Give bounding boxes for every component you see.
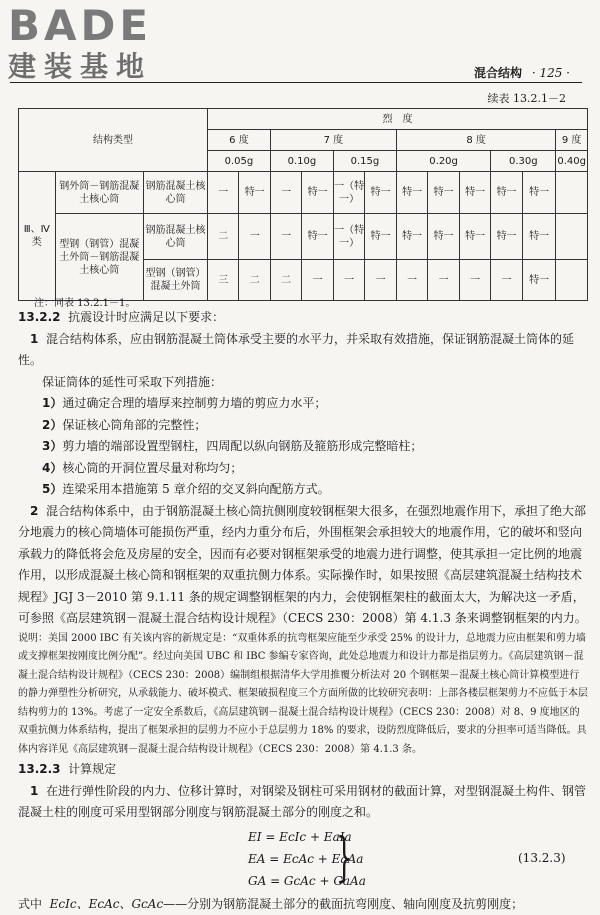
grade-cell: 一 xyxy=(333,260,364,301)
grade-cell: 一 xyxy=(491,260,522,301)
accel-4: 0.30g xyxy=(491,151,556,172)
row-component: 钢筋混凝土核心筒 xyxy=(143,172,207,214)
clause-number: 13.2.3 xyxy=(18,762,61,776)
grade-cell: 特一 xyxy=(396,214,427,260)
row-component: 型钢（钢管）混凝土外筒 xyxy=(143,260,207,301)
grade-cell: 二 xyxy=(207,214,238,260)
grade-cell: 特一 xyxy=(522,214,556,260)
watermark-logo-text: BADE xyxy=(8,4,152,48)
grade-cell: 一 xyxy=(459,260,490,301)
list-item: 4）核心筒的开洞位置尽量对称均匀； xyxy=(18,458,588,480)
grade-cell: 特一 xyxy=(396,172,427,214)
clause-13-2-3-heading xyxy=(18,759,588,781)
grade-cell: 一 xyxy=(239,214,270,260)
degree-9: 9 度 xyxy=(556,130,588,151)
header-rule xyxy=(10,82,582,83)
grade-cell: 特一 xyxy=(459,172,490,214)
grade-cell: 特一 xyxy=(522,172,556,214)
accel-5: 0.40g xyxy=(556,151,588,172)
accel-2: 0.15g xyxy=(333,151,396,172)
right-brace: } xyxy=(336,828,353,888)
site-class-cell: Ⅲ、Ⅳ类 xyxy=(19,172,56,301)
clause-number: 13.2.2 xyxy=(18,310,61,324)
list-item: 5）连梁采用本措施第 5 章介绍的交叉斜向配筋方式。 xyxy=(18,479,588,501)
remark: 说明：美国 2000 IBC 有关该内容的新规定是：“双重体系的抗弯框架应能至少承受 25% 的设计力，总地震力应由框架和剪力墙或支撑框架按刚度比例分配”。经过向美国 UBC 和 IBC 参编专家咨询，此处总地震力和设计力都是指层剪力。《高层建筑钢－混凝土混合结构设计规程》（CECS 230：2008）编制组根据清华大学用推覆分析法对 20 个钢框架－混凝土核心筒计算模型进行的静力弹塑性分析研究，从承载能力、破坏模式、框架破损程度三个方面所做的比较研究表明：上部各楼层框架剪力不应低于本层结构剪力的 13%。考虑了一定安全系数后，《高层建筑钢－混凝土混合结构设计规程》（CECS 230：2008）对 8、9 度地区的双重抗侧力体系结构，提出了框架承担的层剪力不应小于总层剪力 18% 的要求，设防烈度降低后，要求的分担率可适当降低。具体内容详见《高层建筑钢－混凝土混合结构设计规程》（CECS 230：2008）第 4.1.3 条。 xyxy=(18,630,588,760)
grade-cell: 特一 xyxy=(302,214,333,260)
list-item: 1）通过确定合理的墙厚来控制剪力墙的剪应力水平； xyxy=(18,393,588,415)
table-note: 注：同表 13.2.1－1。 xyxy=(34,294,135,309)
group-src-outer-tube: 型钢（钢管）混凝土外筒－钢筋混凝土核心筒 xyxy=(55,214,143,301)
grade-cell: 三 xyxy=(207,260,238,301)
section-title: 混合结构 xyxy=(474,66,522,80)
accel-0: 0.05g xyxy=(207,151,270,172)
grade-cell: 二 xyxy=(270,260,301,301)
grade-cell: 特一 xyxy=(428,172,459,214)
degree-8: 8 度 xyxy=(396,130,555,151)
degree-7: 7 度 xyxy=(270,130,396,151)
equation-block xyxy=(18,824,588,894)
grade-cell: 特一 xyxy=(365,172,396,214)
table-continued-label: 续表 13.2.1－2 xyxy=(488,90,566,106)
main-text xyxy=(18,307,588,915)
grade-cell xyxy=(556,172,588,214)
grade-cell: 特一 xyxy=(302,172,333,214)
equation-ga: GA = GcAc + GaAa xyxy=(248,870,366,892)
where-line: 式中 EcIc、EcAc、GcAc——分别为钢筋混凝土部分的截面抗弯刚度、轴向刚度及抗剪刚度； xyxy=(18,894,588,915)
grade-cell: 一 xyxy=(270,172,301,214)
clause-title: 抗震设计时应满足以下要求： xyxy=(68,310,224,324)
seismic-grade-table xyxy=(18,108,588,301)
header-intensity: 烈 度 xyxy=(207,109,587,130)
list-item: 3）剪力墙的端部设置型钢柱，四周配以纵向钢筋及箍筋形成完整暗柱； xyxy=(18,436,588,458)
running-header xyxy=(474,64,570,81)
grade-cell: 特一 xyxy=(491,214,522,260)
grade-cell xyxy=(556,214,588,260)
paragraph: 1 混合结构体系，应由钢筋混凝土筒体承受主要的水平力，并采取有效措施，保证钢筋混凝土筒体的延性。 xyxy=(18,329,588,372)
page-number: · 125 · xyxy=(532,66,570,80)
equation-ei: EI = EcIc + EaIa xyxy=(248,826,366,848)
grade-cell: 一（特一） xyxy=(333,172,364,214)
paragraph: 1 在进行弹性阶段的内力、位移计算时，对钢梁及钢柱可采用钢材的截面计算，对型钢混凝土构件、钢管混凝土柱的刚度可采用型钢部分刚度与钢筋混凝土部分的刚度之和。 xyxy=(18,781,588,824)
paragraph: 保证筒体的延性可采取下列措施： xyxy=(18,372,588,394)
grade-cell: 二 xyxy=(239,260,270,301)
watermark-logo-subtext: 建装基地 xyxy=(8,52,152,82)
grade-cell: 特一 xyxy=(239,172,270,214)
group-steel-outer-tube: 钢外筒－钢筋混凝土核心筒 xyxy=(55,172,143,214)
grade-cell: 一（特一） xyxy=(333,214,364,260)
grade-cell: 特一 xyxy=(459,214,490,260)
list-item: 2）保证核心筒角部的完整性； xyxy=(18,415,588,437)
paragraph: 2 混合结构体系中，由于钢筋混凝土核心筒抗侧刚度较钢框架大很多，在强烈地震作用下，承担了绝大部分地震力的核心筒墙体可能损伤严重，经内力重分布后，外围框架会承担较大的地震作用，它的破坏和竖向承载力的降低将会危及房屋的安全，因而有必要对钢框架承受的地震力进行调整，使其承担一定比例的地震作用，以形成混凝土核心筒和钢框架的双重抗侧力体系。实际操作时，如果按照《高层建筑混凝土结构技术规程》JGJ 3－2010 第 9.1.11 条的规定调整钢框架的内力，会使钢框架柱的截面太大，为解决这一矛盾，可参照《高层建筑钢－混凝土混合结构设计规程》（CECS 230：2008）第 4.1.3 条来调整钢框架的内力。 xyxy=(18,501,588,630)
accel-3: 0.20g xyxy=(396,151,490,172)
row-component: 钢筋混凝土核心筒 xyxy=(143,214,207,260)
header-structure-type: 结构类型 xyxy=(19,109,208,172)
grade-cell xyxy=(556,260,588,301)
accel-1: 0.10g xyxy=(270,151,333,172)
grade-cell: 一 xyxy=(302,260,333,301)
clause-title: 计算规定 xyxy=(68,762,116,776)
clause-13-2-2-heading xyxy=(18,307,588,329)
grade-cell: 特一 xyxy=(428,214,459,260)
grade-cell: 一 xyxy=(428,260,459,301)
grade-cell: 一 xyxy=(270,214,301,260)
grade-cell: 一 xyxy=(207,172,238,214)
degree-6: 6 度 xyxy=(207,130,270,151)
grade-cell: 特一 xyxy=(365,214,396,260)
grade-cell: 特一 xyxy=(491,172,522,214)
grade-cell: 特一 xyxy=(522,260,556,301)
equation-number: (13.2.3) xyxy=(518,848,566,870)
equation-ea: EA = EcAc + EaAa xyxy=(248,848,366,870)
grade-cell: 一 xyxy=(365,260,396,301)
grade-cell: 一 xyxy=(396,260,427,301)
